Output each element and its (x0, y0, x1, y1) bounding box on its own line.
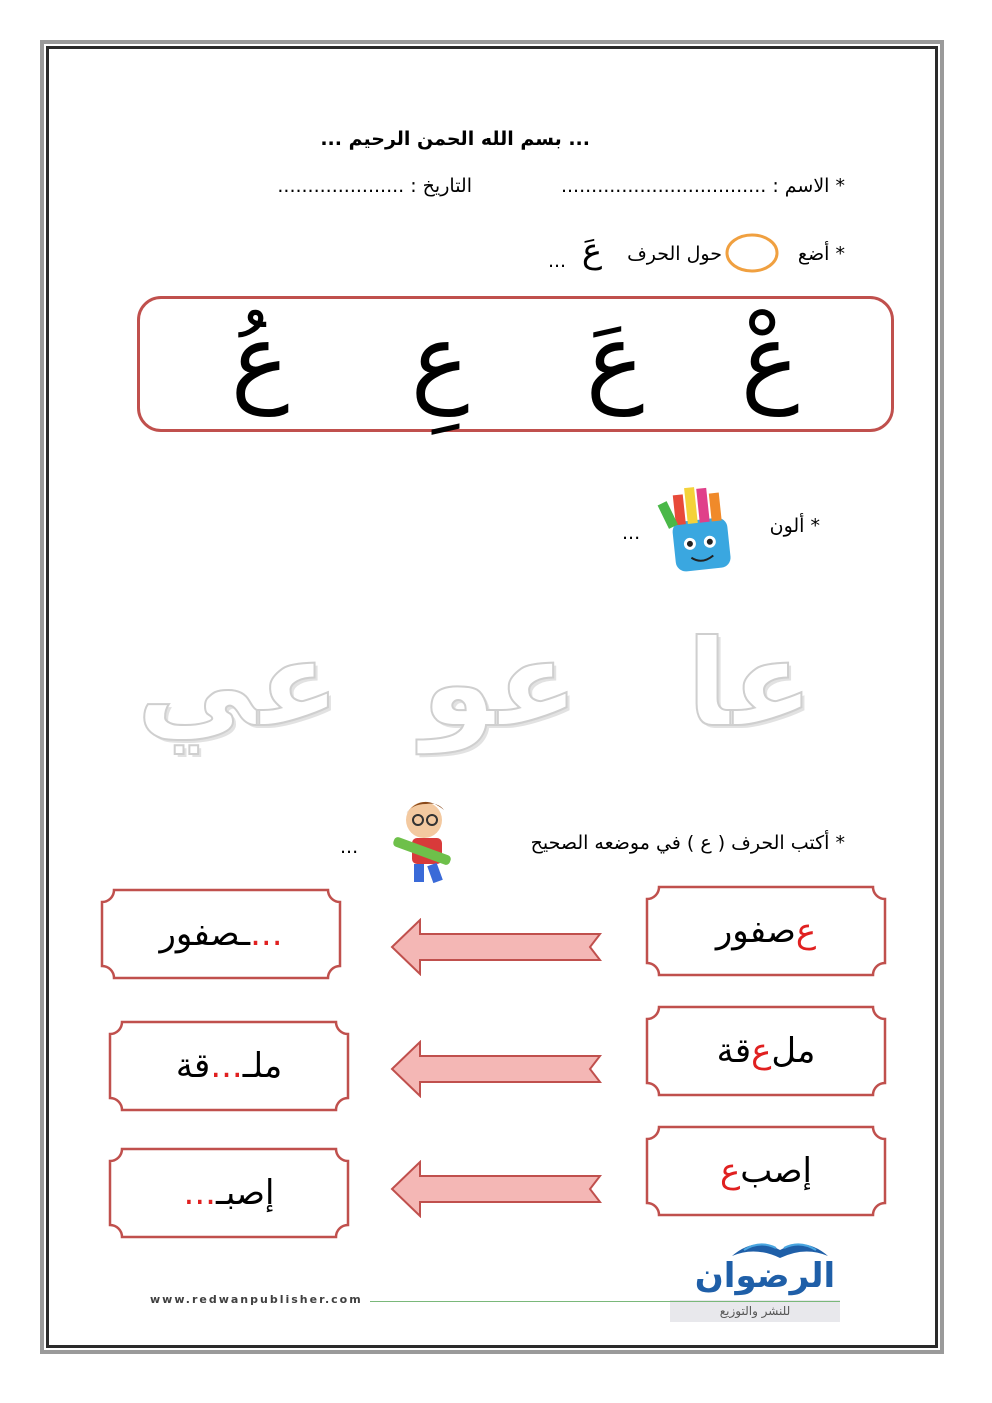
basmala: ... بسم الله الحمن الرحيم ... (320, 128, 590, 150)
letter-sukun[interactable]: عْ (740, 303, 800, 417)
answer-box-1 (645, 885, 887, 977)
blank-3-dots[interactable]: ... (183, 1173, 216, 1213)
letter-fatha[interactable]: عَ (585, 303, 645, 417)
answer-2-letter: ع (751, 1031, 772, 1071)
arrow-3-icon (390, 1160, 602, 1218)
circle-instruction-end: ... (547, 250, 567, 272)
blank-3-prefix: إصبـ (215, 1173, 275, 1213)
color-instruction: * ألون (769, 515, 820, 537)
answer-3-letter: ع (720, 1151, 741, 1191)
blank-2-rest: قة (175, 1046, 211, 1086)
blank-2-prefix: ملـ (242, 1046, 283, 1086)
publisher-url[interactable]: www.redwanpublisher.com (150, 1293, 363, 1306)
color-instruction-dots: ... (622, 522, 641, 544)
publisher-logo-tagline: للنشر والتوزيع (670, 1300, 840, 1322)
orange-circle-icon (724, 232, 780, 274)
publisher-logo-name: الرضوان (694, 1256, 836, 1296)
date-field-label[interactable]: التاريخ : ..................... (277, 175, 472, 197)
blank-1-rest: ـصفور (159, 914, 251, 954)
answer-1-letter: ع (795, 911, 817, 951)
blank-box-2[interactable] (108, 1020, 350, 1112)
blank-1-dots[interactable]: ... (250, 914, 283, 954)
name-field-label[interactable]: * الاسم : .................................. (560, 175, 845, 197)
syllable-aa[interactable]: عا (686, 615, 814, 754)
target-letter: عَ (581, 231, 603, 271)
arrow-1-icon (390, 918, 602, 976)
circle-instruction-mid: حول الحرف (627, 243, 722, 265)
arrow-2-icon (390, 1040, 602, 1098)
blank-box-1[interactable] (100, 888, 342, 980)
answer-box-3 (645, 1125, 887, 1217)
letter-kasra[interactable]: عِ (410, 303, 470, 417)
answer-2-prefix: مل (771, 1031, 816, 1071)
footer-divider (370, 1301, 840, 1302)
syllable-ee[interactable]: عي (136, 615, 340, 754)
write-instruction-dots: ... (340, 836, 359, 858)
answer-2-rest: قة (716, 1031, 752, 1071)
answer-box-2 (645, 1005, 887, 1097)
answer-1-rest: صفور (715, 911, 796, 951)
circle-instruction-start: * أضع (797, 243, 845, 265)
write-instruction: * أكتب الحرف ( ع ) في موضعه الصحيح (530, 832, 845, 854)
crayons-icon (650, 475, 745, 575)
syllable-oo[interactable]: عو (421, 615, 579, 754)
boy-writing-icon (382, 790, 482, 890)
answer-3-prefix: إصب (740, 1151, 812, 1191)
blank-2-dots[interactable]: ... (210, 1046, 243, 1086)
letter-damma[interactable]: عُ (230, 303, 290, 417)
blank-box-3[interactable] (108, 1147, 350, 1239)
